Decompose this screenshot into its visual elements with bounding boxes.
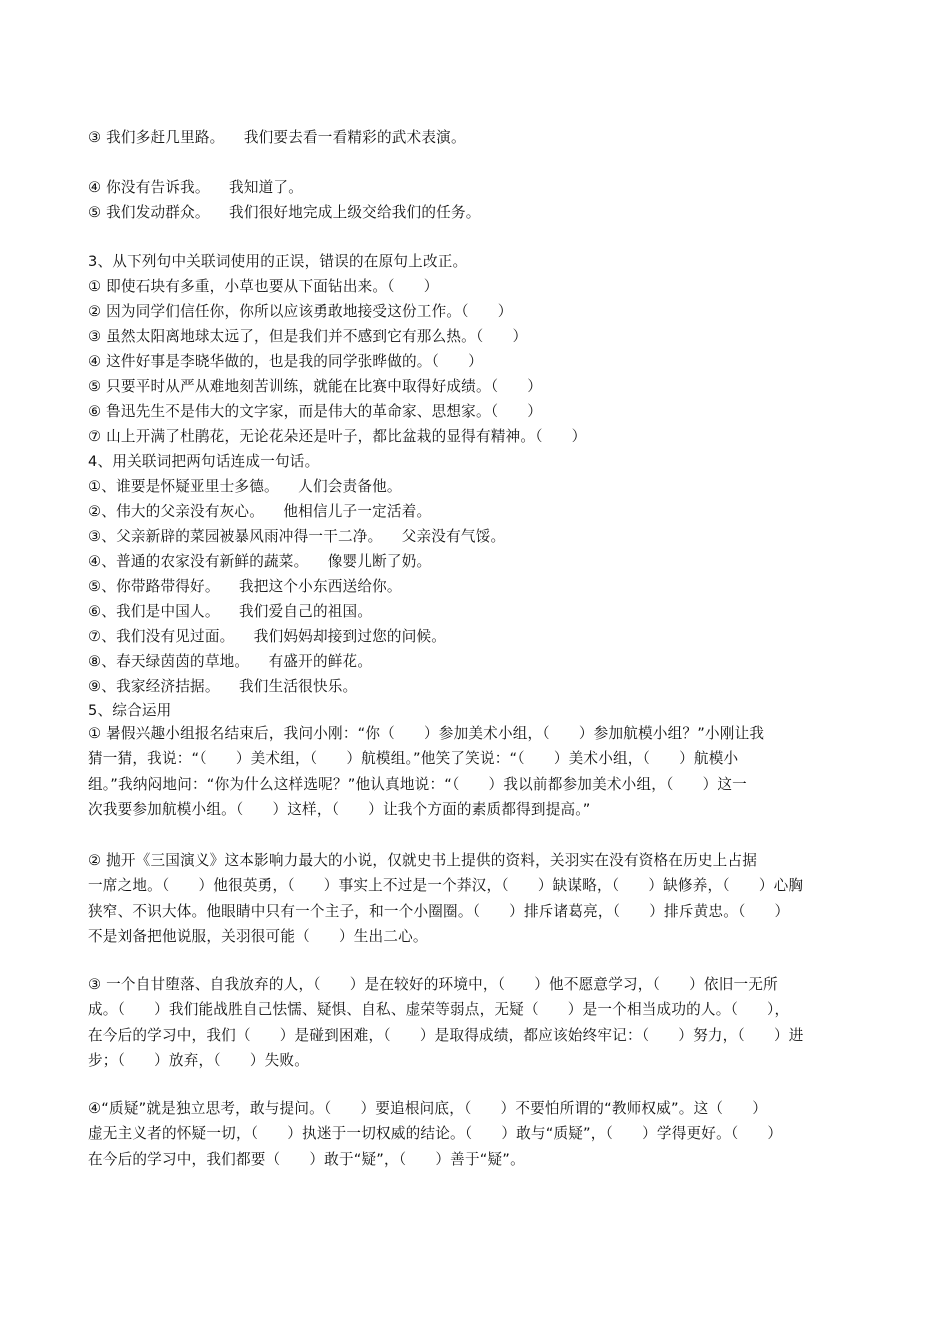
paragraph-line: ③ 一个自甘堕落、自我放弃的人，（ ）是在较好的环境中，（ ）他不愿意学习，（ ）依旧一无所	[88, 976, 778, 993]
paragraph-line: 猜一猜，我说：“（ ）美术组，（ ）航模组。”他笑了笑说：“（ ）美术小组，（ ）航模小	[88, 750, 739, 768]
section-5-heading: 5、综合运用	[88, 702, 172, 719]
paragraph-line: ② 抛开《三国演义》这本影响力最大的小说，仅就史书上提供的资料，关羽实在没有资格在历史上占据	[88, 852, 758, 869]
section-4-item: ⑥、我们是中国人。 我们爱自己的祖国。	[88, 603, 373, 620]
sentence-pair-3: ③ 我们多赶几里路。 我们要去看一看精彩的武术表演。	[88, 129, 466, 146]
paragraph-line: 不是刘备把他说服，关羽很可能（ ）生出二心。	[88, 927, 428, 945]
section-4-item: ④、普通的农家没有新鲜的蔬菜。 像婴儿断了奶。	[88, 553, 432, 570]
paragraph-line: 狭窄、不识大体。他眼睛中只有一个主子，和一个小圈圈。（ ）排斥诸葛亮，（ ）排斥黄忠。（ ）	[88, 902, 790, 920]
paragraph-line: 在今后的学习中，我们都要（ ）敢于“疑”，（ ）善于“疑”。	[88, 1150, 525, 1168]
section-3-item: ⑥ 鲁迅先生不是伟大的文字家，而是伟大的革命家、思想家。（ ）	[88, 403, 543, 420]
section-4-item: ⑨、我家经济拮据。 我们生活很快乐。	[88, 678, 358, 695]
paragraph-line: 成。（ ）我们能战胜自己怯懦、疑惧、自私、虚荣等弱点，无疑（ ）是一个相当成功的人。（ ），	[88, 1001, 790, 1019]
paragraph-line: ④“质疑”就是独立思考，敢与提问。（ ）要追根问底，（ ）不要怕所谓的“教师权威”。这（ ）	[88, 1100, 767, 1117]
section-4-item: ②、伟大的父亲没有灰心。 他相信儿子一定活着。	[88, 503, 432, 520]
section-3-item: ① 即使石块有多重，小草也要从下面钻出来。（ ）	[88, 278, 439, 295]
paragraph-line: 在今后的学习中，我们（ ）是碰到困难，（ ）是取得成绩，都应该始终牢记：（ ）努力，（ ）进	[88, 1026, 804, 1044]
paragraph-line: 虚无主义者的怀疑一切，（ ）执迷于一切权威的结论。（ ）敢与“质疑”，（ ）学得更好。（ ）	[88, 1125, 783, 1143]
sentence-pair-5: ⑤ 我们发动群众。 我们很好地完成上级交给我们的任务。	[88, 204, 481, 221]
exercise-paragraph-3	[88, 972, 866, 1073]
sentence-pair-4: ④ 你没有告诉我。 我知道了。	[88, 179, 304, 196]
exercise-paragraph-2	[88, 848, 866, 949]
paragraph-line: 组。”我纳闷地问：“你为什么这样选呢？”他认真地说：“（ ）我以前都参加美术小组，（ ）这一	[88, 775, 747, 793]
section-4-item: ③、父亲新辟的菜园被暴风雨冲得一干二净。 父亲没有气馁。	[88, 528, 506, 545]
paragraph-line: ① 暑假兴趣小组报名结束后，我问小刚：“你（ ）参加美术小组，（ ）参加航模小组？”小刚让我	[88, 725, 765, 742]
section-3-item: ⑤ 只要平时从严从难地刻苦训练，就能在比赛中取得好成绩。（ ）	[88, 378, 543, 395]
section-3-item: ③ 虽然太阳离地球太远了，但是我们并不感到它有那么热。（ ）	[88, 328, 528, 345]
section-3-item: ② 因为同学们信任你，你所以应该勇敢地接受这份工作。（ ）	[88, 303, 513, 320]
section-3-item: ④ 这件好事是李晓华做的，也是我的同学张晔做的。（ ）	[88, 353, 483, 370]
section-4-heading: 4、用关联词把两句话连成一句话。	[88, 453, 320, 470]
paragraph-line: 一席之地。（ ）他很英勇，（ ）事实上不过是一个莽汉，（ ）缺谋略，（ ）缺修养，（ ）心胸	[88, 877, 804, 895]
section-4-item: ⑤、你带路带得好。 我把这个小东西送给你。	[88, 578, 402, 595]
exercise-paragraph-1	[88, 721, 866, 822]
section-4-item: ①、谁要是怀疑亚里士多德。 人们会责备他。	[88, 478, 402, 495]
section-4-item: ⑦、我们没有见过面。 我们妈妈却接到过您的问候。	[88, 628, 447, 645]
paragraph-line: 次我要参加航模小组。（ ）这样，（ ）让我个方面的素质都得到提高。”	[88, 800, 591, 818]
paragraph-line: 步；（ ）放弃，（ ）失败。	[88, 1051, 309, 1069]
section-3-item: ⑦ 山上开满了杜鹃花，无论花朵还是叶子，都比盆栽的显得有精神。（ ）	[88, 428, 587, 445]
section-4-item: ⑧、春天绿茵茵的草地。 有盛开的鲜花。	[88, 653, 373, 670]
section-3-heading: 3、从下列句中关联词使用的正误，错误的在原句上改正。	[88, 253, 468, 270]
exercise-paragraph-4	[88, 1096, 866, 1172]
